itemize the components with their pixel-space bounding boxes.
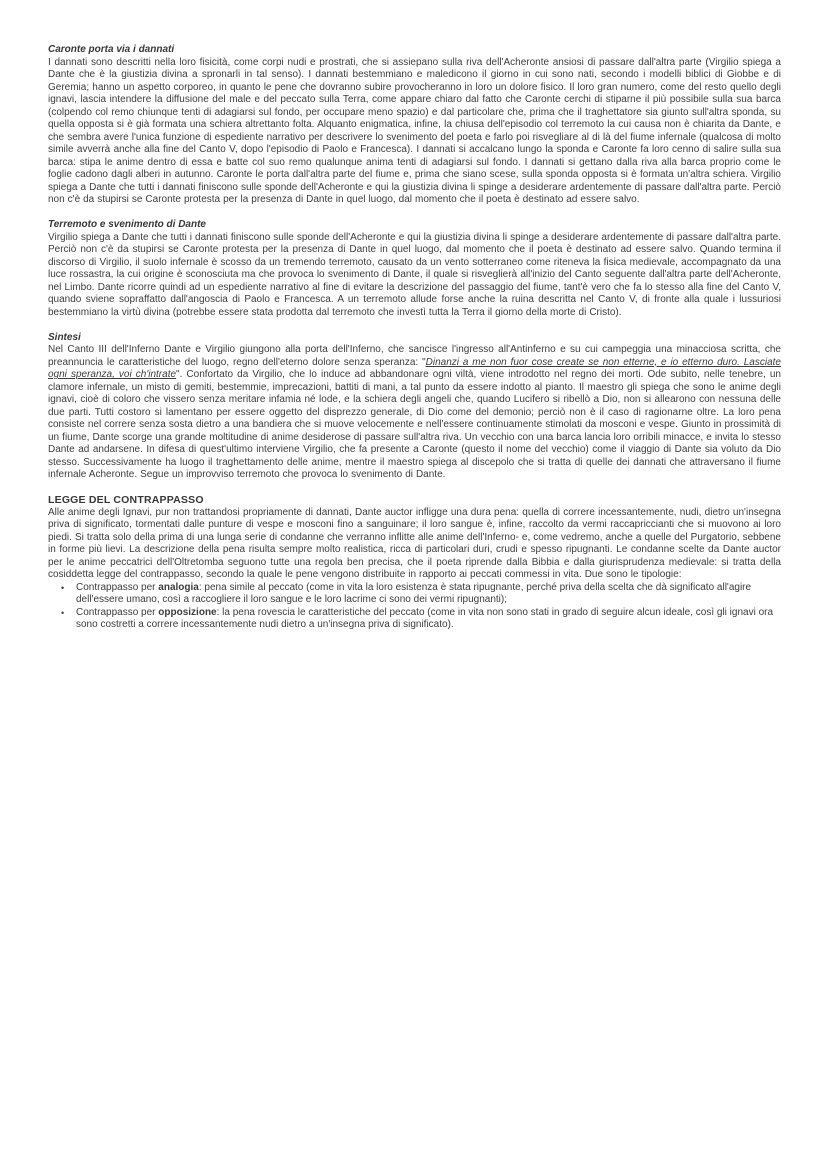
section-body: Alle anime degli Ignavi, pur non trattandosi propriamente di dannati, Dante auctor infligge una dura pena: quella di correre incessantemente, nudi, dietro un'insegna priva di significato, tormentati dalle punture di vespe e mosconi fino a sanguinare; il loro sangue è, infine, raccolto da vermi raccapriccianti che si muovono ai loro piedi. Si tratta solo della prima di una lunga serie di condanne che verranno inflitte alle anime dell'Inferno- e, come vedremo, anche a quelle del Purgatorio, sebbene in forme più lievi. La descrizione della pena risulta sempre molto realistica, ricca di particolari duri, crudi e spesso ripugnanti. Le condanne scelte da Dante auctor per le anime peccatrici dell'Oltretomba seguono tutte una regola ben precisa, che il poeta riprende dalla Bibbia e dalla giurisprudenza medievale: si tratta della cosiddetta legge del contrappasso, secondo la quale le pene vengono distribuite in rapporto ai peccati commessi in vita. Due sono le tipologie: bbox=[48, 506, 781, 580]
list-item-opposizione bbox=[48, 607, 781, 632]
bullet-text-post: : la pena rovescia le caratteristiche del peccato (come in vita non sono stati in grado di seguire alcun ideale, così gli ignavi ora sono costretti a correre incessantemente nudi dietro a un'insegna priva di significato). bbox=[76, 606, 774, 630]
bullet-text-pre: Contrappasso per bbox=[76, 581, 159, 593]
bullet-text-pre: Contrappasso per bbox=[76, 606, 159, 618]
bullet-icon: • bbox=[61, 607, 65, 618]
list-item-text bbox=[76, 582, 781, 607]
dante-inscription-quote: Dinanzi a me non fuor cose create se non etterne, e io etterno duro. Lasciate ogni speranza, voi ch'intrate bbox=[48, 356, 781, 380]
section-heading: Sintesi bbox=[48, 331, 81, 343]
section-heading: Terremoto e svenimento di Dante bbox=[48, 219, 206, 230]
bullet-bold-term: analogia bbox=[158, 581, 199, 593]
section-body: Virgilio spiega a Dante che tutti i dannati finiscono sulle sponde dell'Acheronte e qui la giustizia divina li spinge a desiderare ardentemente di passare dall'altra parte. Perciò non c'è da stupirsi se Caronte protesta per la presenza di Dante in quel luogo, dal momento che il poeta è destinato ad essere salvo. Quando termina il discorso di Virgilio, il suolo infernale è scosso da un tremendo terremoto, causato da un vento sotterraneo come riteneva la fisica medievale, accompagnato da una luce rossastra, la cui origine è sconosciuta ma che provoca lo svenimento di Dante, il quale si risveglierà all'inizio del Canto seguente dall'altra parte dell'Acheronte, nel Limbo. Dante ricorre quindi ad un espediente narrativo al fine di evitare la descrizione del passaggio del fiume, tant'è vero che fa lo stesso alla fine del Canto V, quando sviene sopraffatto dall'angoscia di Paolo e Francesca. A un terremoto allude forse anche la ruina descritta nel Canto V, di fronte alla quale i lussuriosi bestemmiano la virtù divina (potrebbe essere stata prodotta dal terremoto che investì tutta la Terra il giorno della morte di Cristo). bbox=[48, 231, 781, 318]
section-heading: Caronte porta via i dannati bbox=[48, 44, 175, 55]
contrappasso-type-list bbox=[48, 582, 781, 632]
list-item-analogia bbox=[48, 582, 781, 607]
section-heading: LEGGE DEL CONTRAPPASSO bbox=[48, 494, 204, 506]
section-body: I dannati sono descritti nella loro fisicità, come corpi nudi e prostrati, che si assiepano sulla riva dell'Acheronte ansiosi di passare dall'altra parte (Virgilio spiega a Dante che è la giustizia divina a spronarli in tal senso). I dannati bestemmiano e maledicono il giorno in cui sono nati, secondo i modelli biblici di Giobbe e di Geremia; hanno un aspetto corporeo, in quanto le pene che dovranno subire provocheranno in loro un dolore fisico. Il loro gran numero, come del resto quello degli ignavi, lascia intendere la diffusione del male e del peccato sulla Terra, come appare chiaro dal fatto che Caronte cerchi di stiparne il più possibile sulla sua barca (colpendo col remo chiunque tenti di adagiarsi sul fondo, per occupare meno spazio) e dal particolare che, prima che il traghettatore sia giunto sull'altra sponda, su quella opposta si è già formata una schiera altrettanto folta. Alquanto enigmatica, infine, la chiusa dell'episodio col terremoto la cui causa non è chiarita da Dante, e che sembra avere l'unica funzione di espediente narrativo per descrivere lo svenimento del poeta e farlo poi risvegliare al di là del fiume infernale (qualcosa di molto simile avverrà anche alla fine del Canto V, dopo l'episodio di Paolo e Francesca). I dannati si accalcano lungo la sponda e Caronte fa loro cenno di salire sulla sua barca: stipa le anime dentro di essa e batte col suo remo qualunque anima tenti di adagiarsi sul fondo. I dannati si gettano dalla riva alla barca proprio come le foglie cadono dagli alberi in autunno. Caronte le porta dall'altra parte del fiume e, prima che siano scese, sulla sponda opposta si è formata un'altra schiera. Virgilio spiega a Dante che tutti i dannati finiscono sulle sponde dell'Acheronte e qui la giustizia divina li spinge a desiderare ardentemente di passare dall'altra parte. Perciò non c'è da stupirsi se Caronte protesta per la presenza di Dante in quel luogo, dal momento che il poeta è destinato ad essere salvo. bbox=[48, 56, 781, 205]
bullet-bold-term: opposizione bbox=[158, 606, 217, 618]
section-caronte-porta-via-i-dannati bbox=[48, 44, 781, 207]
section-body bbox=[48, 344, 781, 482]
body-text-before-quote: Nel Canto III dell'Inferno Dante e Virgilio giungono alla porta dell'Inferno, che sancisce l'ingresso all'Antinferno e su cui campeggia una minacciosa scritta, che preannuncia le caratteristiche del luogo, regno dell'eterno dolore senza speranza: " bbox=[48, 344, 781, 368]
bullet-icon: • bbox=[61, 582, 65, 593]
list-item-text bbox=[76, 607, 781, 632]
section-legge-del-contrappasso bbox=[48, 494, 781, 632]
bullet-text-post: : pena simile al peccato (come in vita la loro esistenza è stata ripugnante, perché priva della scelta che dà significato all'agire dell'essere umano, così a raccogliere il loro sangue e le loro lacrime ci sono dei vermi ripugnanti); bbox=[76, 581, 752, 605]
section-terremoto-e-svenimento bbox=[48, 219, 781, 319]
body-text-after-quote: ". Confortato da Virgilio, che lo induce ad abbandonare ogni viltà, viene introdotto nel regno dei morti. Ode subito, nelle tenebre, un clamore infernale, un misto di gemiti, bestemmie, imprecazioni, battiti di mani, a tal punto da essere indotto al pianto. Il maestro gli spiega che sono le anime degli ignavi, cioè di coloro che vissero senza meritare infamia né lode, e la schiera degli angeli che, quando Lucifero si ribellò a Dio, non si allearono con nessuna delle due parti. Tutti costoro si lamentano per essere oggetto del disprezzo generale, di Dio come del demonio; perciò non è il caso di ragionarne oltre. La loro pena consiste nel correre senza sosta dietro a una bandiera che si muove velocemente e nell'essere continuamente stimolati da mosconi e vespe. Giunto in prossimità di un fiume, Dante scorge una grande moltitudine di anime desiderose di passare sull'altra riva. Un vecchio con una barca lancia loro orribili minacce, e invita lo stesso Dante ad andarsene. In difesa di quest'ultimo interviene Virgilio, che fa presente a Caronte (questo il nome del vecchio) come il viaggio di Dante sia voluto da Dio stesso. Successivamente ha luogo il traghettamento delle anime, mentre il maestro spiega al discepolo che si tratta di quelle dei dannati che attraversano il fiume infernale Acheronte. Segue un improvviso terremoto che provoca lo svenimento di Dante. bbox=[48, 369, 781, 480]
section-sintesi bbox=[48, 332, 781, 482]
